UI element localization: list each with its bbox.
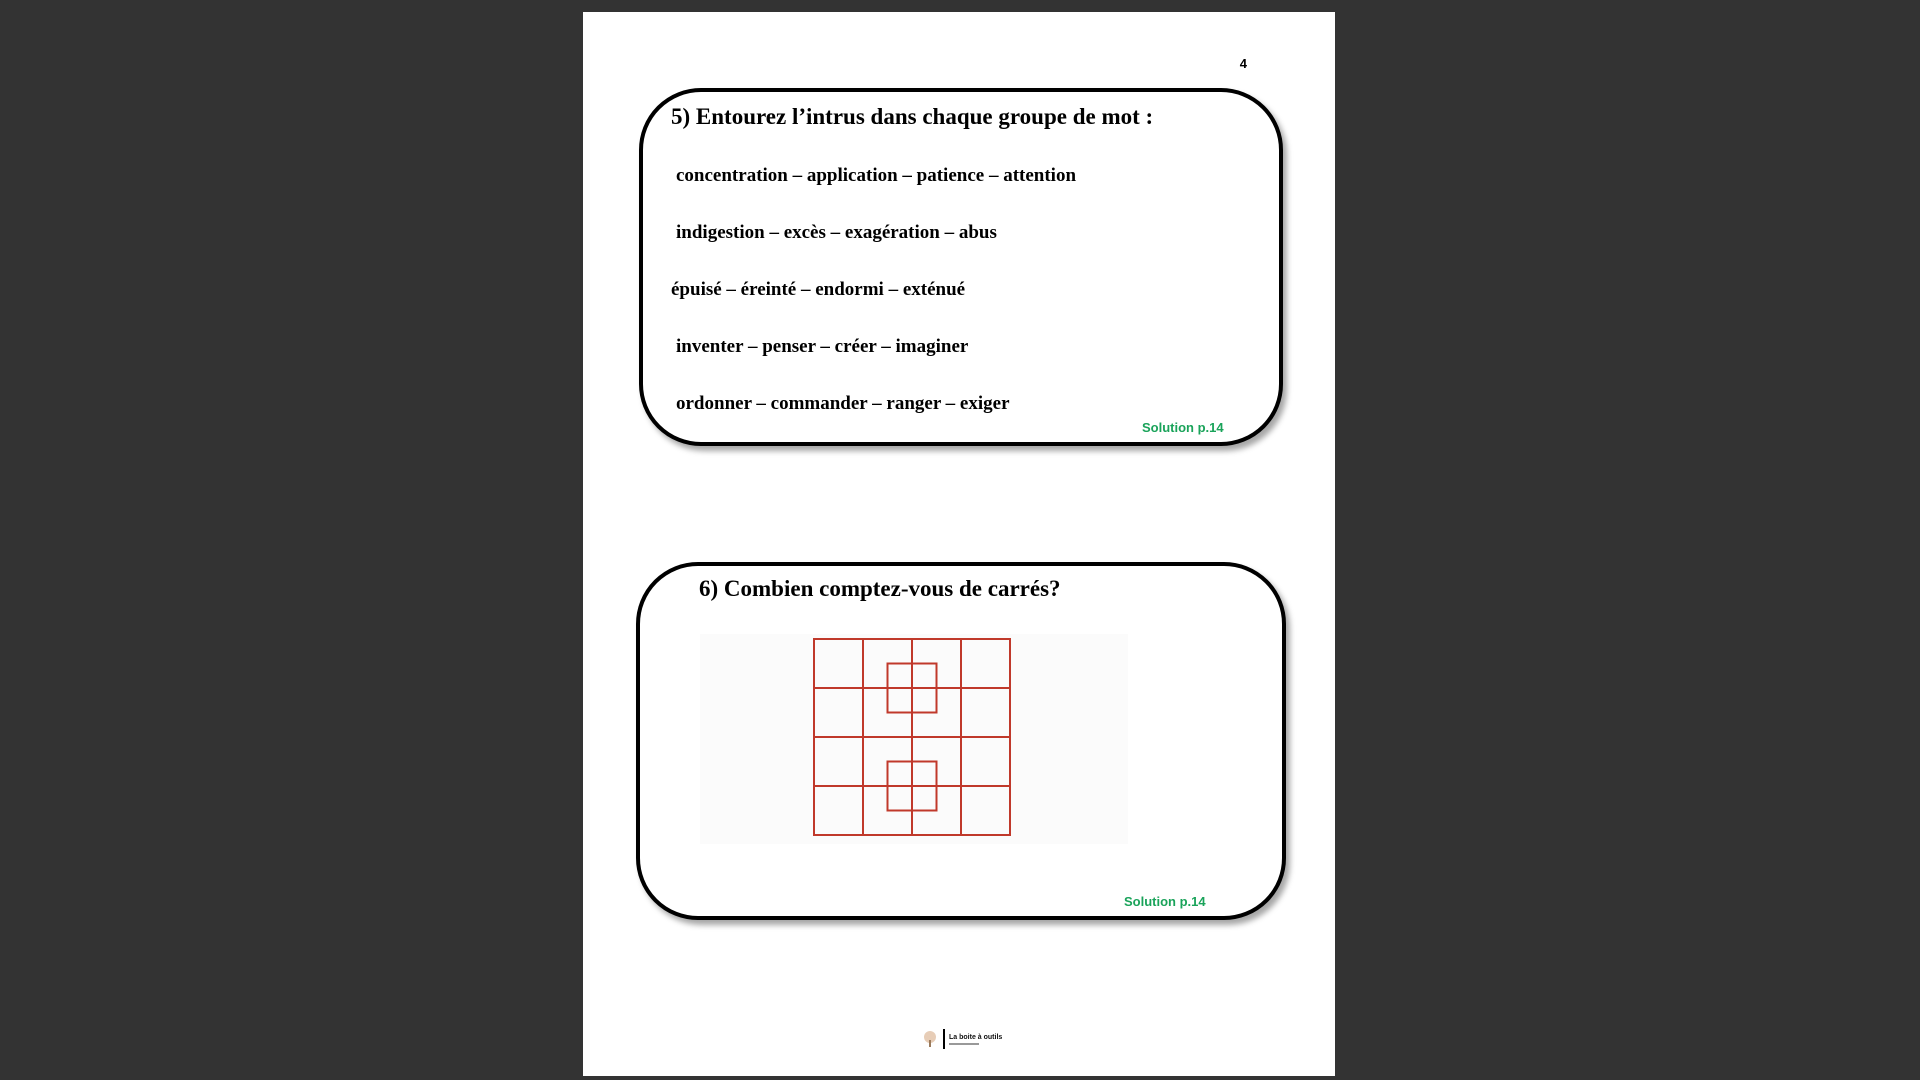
exercise-6-card — [636, 562, 1286, 920]
exercise-5-title: 5) Entourez l’intrus dans chaque groupe de mot : — [671, 104, 1154, 129]
document-page — [583, 12, 1335, 1076]
publisher-logo — [921, 1028, 1002, 1050]
squares-puzzle — [700, 634, 1128, 844]
squares-grid-figure — [700, 634, 1128, 844]
exercise-5-solution-link[interactable]: Solution p.14 — [1142, 420, 1224, 435]
page-number: 4 — [1239, 56, 1247, 71]
word-group: épuisé – éreinté – endormi – exténué — [671, 279, 966, 300]
word-group: indigestion – excès – exagération – abus — [676, 222, 997, 243]
logo-tagline-mark — [949, 1043, 979, 1045]
logo-divider — [943, 1029, 945, 1049]
logo-name: La boite à outils — [949, 1033, 1003, 1041]
word-group: concentration – application – patience – attention — [676, 165, 1077, 186]
exercise-5-card — [639, 88, 1283, 446]
word-group: ordonner – commander – ranger – exiger — [676, 393, 1010, 414]
word-group: inventer – penser – créer – imaginer — [676, 336, 969, 357]
tree-logo-icon — [921, 1030, 939, 1048]
exercise-6-solution-link[interactable]: Solution p.14 — [1124, 894, 1206, 909]
exercise-6-title: 6) Combien comptez-vous de carrés? — [699, 576, 1061, 601]
